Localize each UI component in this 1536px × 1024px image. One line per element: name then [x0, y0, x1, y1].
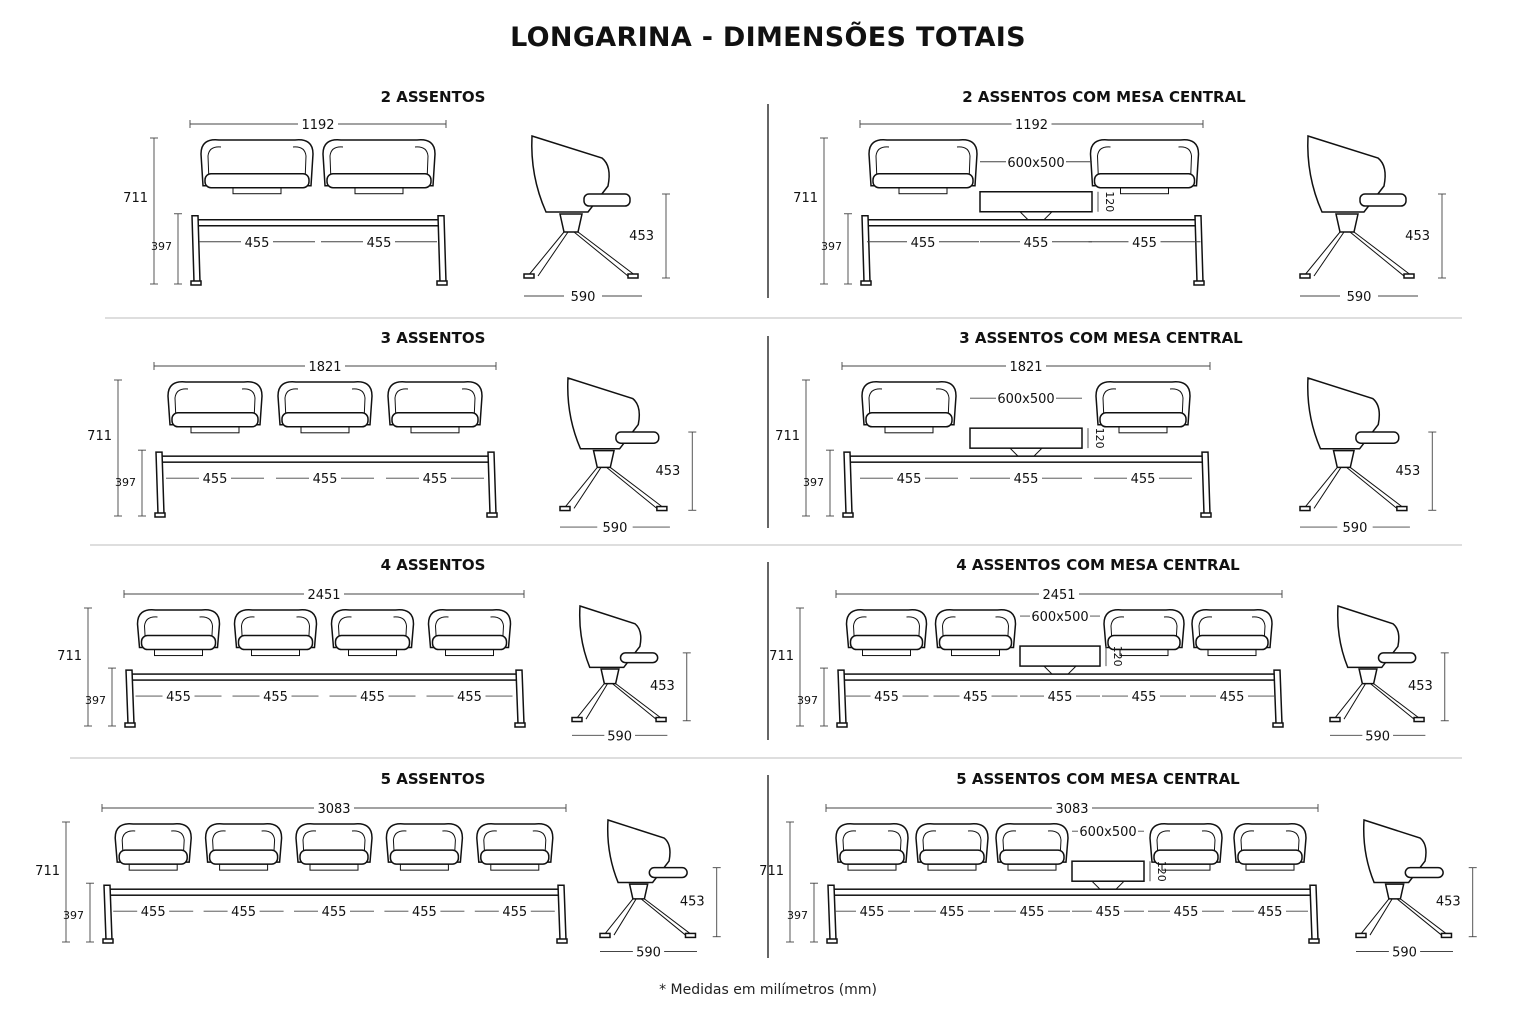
table-size-label: 600x500	[1031, 610, 1089, 626]
seat-cushion	[920, 850, 984, 864]
leg-foot	[1309, 939, 1319, 943]
seat-height-label: 397	[115, 476, 136, 490]
side-chair-cushion	[620, 653, 657, 663]
seat-cushion	[851, 636, 923, 650]
panel-4-assentos-mesa	[769, 556, 1449, 744]
table-support	[1010, 448, 1042, 456]
end-leg	[828, 885, 836, 940]
side-chair-cushion	[1360, 194, 1406, 206]
height-label: 711	[759, 863, 784, 879]
seat-bracket	[863, 650, 911, 656]
beam	[866, 220, 1197, 226]
seat-width-label: 455	[859, 905, 885, 921]
leg-foot	[515, 723, 525, 727]
beam	[108, 889, 560, 895]
height-label: 711	[793, 191, 818, 207]
seat-width-label: 455	[896, 472, 922, 488]
panel-title: 4 ASSENTOS COM MESA CENTRAL	[956, 556, 1240, 574]
side-chair-foot	[657, 507, 667, 511]
panel-title: 5 ASSENTOS COM MESA CENTRAL	[956, 770, 1240, 788]
seat-bracket	[400, 864, 448, 870]
side-chair-cushion	[616, 432, 659, 443]
seat-bracket	[191, 427, 239, 433]
leg-foot	[103, 939, 113, 943]
seat-bracket	[233, 188, 281, 194]
table-support	[1044, 666, 1076, 674]
seat-width-label: 455	[140, 905, 166, 921]
leg-foot	[155, 513, 165, 517]
seat-bracket	[301, 427, 349, 433]
seat-width-label: 455	[231, 905, 257, 921]
beam	[842, 674, 1276, 680]
seat-width-label: 455	[1219, 690, 1245, 706]
seat-cushion	[282, 413, 368, 427]
leg-foot	[125, 723, 135, 727]
side-chair-foot	[685, 933, 695, 937]
panel-3-assentos	[87, 329, 696, 536]
side-chair-foot	[600, 933, 610, 937]
total-width-label: 1192	[1014, 118, 1049, 133]
seat-bracket	[1208, 650, 1256, 656]
total-width-label: 2451	[307, 588, 341, 603]
side-chair-foot	[1300, 507, 1310, 511]
seat-width-label: 455	[422, 472, 448, 488]
leg-foot	[827, 939, 837, 943]
seat-bracket	[129, 864, 177, 870]
leg-foot	[487, 513, 497, 517]
table-width-label: 455	[1047, 690, 1073, 706]
table-height-label: 120	[1111, 645, 1124, 667]
depth-label: 590	[1392, 945, 1417, 961]
panel-title: 2 ASSENTOS	[380, 88, 486, 106]
seat-bracket	[1162, 864, 1210, 870]
side-chair-base	[528, 232, 636, 276]
end-leg	[558, 885, 566, 940]
side-chair-foot	[1404, 274, 1414, 278]
central-table	[1072, 861, 1144, 881]
side-chair-foot	[628, 274, 638, 278]
seat-height-label: 397	[151, 239, 172, 253]
seat-width-label: 455	[360, 690, 385, 706]
beam	[832, 889, 1312, 895]
side-height-label: 453	[655, 463, 681, 479]
seat-height-label: 397	[85, 694, 106, 708]
central-table	[1020, 646, 1100, 666]
leg-foot	[861, 281, 871, 285]
seat-width-label: 455	[1130, 472, 1156, 488]
table-width-label: 455	[1023, 235, 1049, 251]
seat-width-label: 455	[312, 472, 338, 488]
panel-title: 2 ASSENTOS COM MESA CENTRAL	[962, 88, 1246, 106]
panel-title: 4 ASSENTOS	[380, 556, 486, 574]
side-chair-column	[601, 669, 619, 684]
side-chair-base	[564, 467, 664, 508]
seat-bracket	[1119, 427, 1167, 433]
seat-cushion	[481, 850, 549, 864]
end-leg	[844, 452, 852, 514]
seat-width-label: 455	[963, 690, 988, 706]
table-height-label: 120	[1103, 191, 1116, 213]
side-chair-foot	[1397, 507, 1407, 511]
total-width-label: 3083	[317, 802, 351, 817]
seat-cushion	[940, 636, 1012, 650]
side-chair-base	[1304, 467, 1404, 508]
seat-bracket	[155, 650, 203, 656]
end-leg	[862, 216, 870, 282]
seat-height-label: 397	[63, 909, 84, 923]
beam	[160, 456, 490, 462]
seat-width-label: 455	[874, 690, 899, 706]
end-leg	[192, 216, 200, 282]
side-chair-column	[1359, 669, 1377, 684]
seat-width-label: 455	[166, 690, 191, 706]
seat-width-label: 455	[202, 472, 228, 488]
side-height-label: 453	[1405, 229, 1430, 244]
end-leg	[104, 885, 112, 940]
end-leg	[1195, 216, 1203, 282]
seat-bracket	[1008, 864, 1056, 870]
side-chair-column	[1334, 451, 1354, 468]
seat-bracket	[885, 427, 933, 433]
panels	[35, 88, 1477, 961]
central-table	[970, 428, 1082, 448]
end-leg	[516, 670, 524, 724]
seat-width-label: 455	[1131, 690, 1157, 706]
side-chair-foot	[524, 274, 534, 278]
leg-foot	[191, 281, 201, 285]
seat-bracket	[1121, 188, 1169, 194]
seat-bracket	[848, 864, 896, 870]
beam	[848, 456, 1204, 462]
end-leg	[156, 452, 164, 514]
seat-bracket	[355, 188, 403, 194]
end-leg	[1274, 670, 1282, 724]
table-size-label: 600x500	[997, 392, 1055, 408]
seat-width-label: 455	[939, 905, 965, 921]
total-width-label: 1192	[301, 118, 335, 133]
seat-bracket	[491, 864, 539, 870]
seat-width-label: 455	[366, 235, 392, 251]
table-width-label: 455	[1013, 472, 1039, 488]
seat-width-label: 455	[321, 905, 347, 921]
end-leg	[1310, 885, 1318, 940]
depth-label: 590	[1342, 521, 1368, 537]
seat-cushion	[327, 174, 431, 188]
seat-cushion	[392, 413, 478, 427]
table-height-label: 120	[1093, 427, 1106, 449]
side-chair-column	[1386, 884, 1404, 899]
side-chair-cushion	[584, 194, 630, 206]
side-chair-cushion	[649, 868, 687, 878]
table-height-label: 120	[1155, 860, 1168, 882]
leg-foot	[437, 281, 447, 285]
total-width-label: 1821	[308, 360, 342, 375]
seat-height-label: 397	[797, 694, 818, 708]
seat-bracket	[928, 864, 976, 870]
side-chair-base	[604, 899, 692, 935]
seat-cushion	[210, 850, 278, 864]
seat-cushion	[866, 413, 952, 427]
seat-width-label: 455	[910, 235, 936, 251]
side-chair-foot	[656, 718, 666, 722]
height-label: 711	[57, 648, 82, 664]
end-leg	[488, 452, 496, 514]
seat-cushion	[142, 636, 216, 650]
side-height-label: 453	[679, 894, 705, 910]
seat-width-label: 455	[1019, 905, 1045, 921]
panel-title: 3 ASSENTOS COM MESA CENTRAL	[959, 329, 1243, 347]
side-height-label: 453	[1395, 463, 1421, 479]
seat-cushion	[840, 850, 904, 864]
seat-cushion	[1000, 850, 1064, 864]
seat-cushion	[873, 174, 973, 188]
side-height-label: 453	[629, 229, 654, 244]
leg-foot	[1273, 723, 1283, 727]
page-title: LONGARINA - DIMENSÕES TOTAIS	[510, 22, 1026, 53]
depth-label: 590	[570, 290, 596, 305]
panel-3-assentos-mesa	[775, 329, 1436, 536]
side-height-label: 453	[1407, 679, 1433, 695]
seat-cushion	[1100, 413, 1186, 427]
footnote: * Medidas em milímetros (mm)	[659, 982, 877, 998]
beam	[130, 674, 518, 680]
height-label: 711	[123, 191, 148, 207]
seat-width-label: 455	[457, 690, 482, 706]
seat-bracket	[899, 188, 947, 194]
seat-cushion	[300, 850, 368, 864]
side-chair-foot	[1441, 933, 1451, 937]
seat-cushion	[119, 850, 187, 864]
end-leg	[838, 670, 846, 724]
height-label: 711	[87, 428, 112, 444]
total-width-label: 1821	[1009, 360, 1043, 375]
height-label: 711	[35, 863, 60, 879]
panel-2-assentos-mesa	[793, 88, 1446, 305]
side-chair-cushion	[1356, 432, 1399, 443]
seat-bracket	[446, 650, 494, 656]
side-chair-foot	[1330, 718, 1340, 722]
seat-cushion	[433, 636, 507, 650]
side-chair-foot	[560, 507, 570, 511]
panel-title: 3 ASSENTOS	[380, 329, 486, 347]
height-label: 711	[775, 428, 800, 444]
central-table	[980, 192, 1092, 212]
side-chair-foot	[1356, 933, 1366, 937]
side-chair-base	[1304, 232, 1412, 276]
panel-2-assentos	[123, 88, 670, 305]
seat-width-label: 455	[244, 235, 270, 251]
side-chair-foot	[572, 718, 582, 722]
table-width-label: 455	[1095, 905, 1121, 921]
leg-foot	[837, 723, 847, 727]
seat-cushion	[390, 850, 458, 864]
side-chair-foot	[1414, 718, 1424, 722]
end-leg	[1202, 452, 1210, 514]
depth-label: 590	[602, 521, 628, 537]
total-width-label: 3083	[1055, 802, 1089, 817]
seat-cushion	[1095, 174, 1195, 188]
seat-bracket	[220, 864, 268, 870]
seat-bracket	[349, 650, 397, 656]
side-chair-base	[1360, 899, 1448, 935]
beam	[196, 220, 440, 226]
leg-foot	[843, 513, 853, 517]
end-leg	[126, 670, 134, 724]
depth-label: 590	[607, 729, 633, 745]
table-size-label: 600x500	[1079, 825, 1137, 841]
leg-foot	[1201, 513, 1211, 517]
seat-width-label: 455	[1257, 905, 1283, 921]
height-label: 711	[769, 648, 794, 664]
seat-height-label: 397	[787, 909, 808, 923]
table-size-label: 600x500	[1007, 155, 1065, 171]
leg-foot	[1194, 281, 1204, 285]
seat-bracket	[952, 650, 1000, 656]
depth-label: 590	[1365, 729, 1391, 745]
side-chair-column	[1336, 214, 1358, 232]
side-chair-column	[594, 451, 614, 468]
side-chair-foot	[1300, 274, 1310, 278]
seat-width-label: 455	[263, 690, 288, 706]
seat-bracket	[411, 427, 459, 433]
seat-height-label: 397	[803, 476, 824, 490]
table-support	[1092, 881, 1124, 889]
panel-5-assentos-mesa	[759, 770, 1477, 961]
panel-title: 5 ASSENTOS	[380, 770, 486, 788]
seat-cushion	[205, 174, 309, 188]
side-chair-cushion	[1378, 653, 1415, 663]
side-chair-column	[560, 214, 582, 232]
seat-cushion	[336, 636, 410, 650]
seat-height-label: 397	[821, 239, 842, 253]
seat-cushion	[1196, 636, 1268, 650]
seat-cushion	[239, 636, 313, 650]
panel-4-assentos	[57, 556, 691, 744]
seat-bracket	[310, 864, 358, 870]
side-height-label: 453	[1435, 894, 1461, 910]
seat-width-label: 455	[502, 905, 528, 921]
side-chair-column	[630, 884, 648, 899]
end-leg	[438, 216, 446, 282]
side-chair-cushion	[1405, 868, 1443, 878]
depth-label: 590	[1346, 290, 1372, 305]
seat-width-label: 455	[1173, 905, 1199, 921]
depth-label: 590	[636, 945, 661, 961]
seat-bracket	[252, 650, 300, 656]
seat-cushion	[1238, 850, 1302, 864]
seat-width-label: 455	[411, 905, 437, 921]
seat-bracket	[1120, 650, 1168, 656]
panel-5-assentos	[35, 770, 721, 961]
side-height-label: 453	[649, 679, 675, 695]
leg-foot	[557, 939, 567, 943]
seat-bracket	[1246, 864, 1294, 870]
table-support	[1020, 212, 1052, 220]
seat-width-label: 455	[1132, 235, 1157, 251]
seat-cushion	[172, 413, 258, 427]
total-width-label: 2451	[1042, 588, 1076, 603]
